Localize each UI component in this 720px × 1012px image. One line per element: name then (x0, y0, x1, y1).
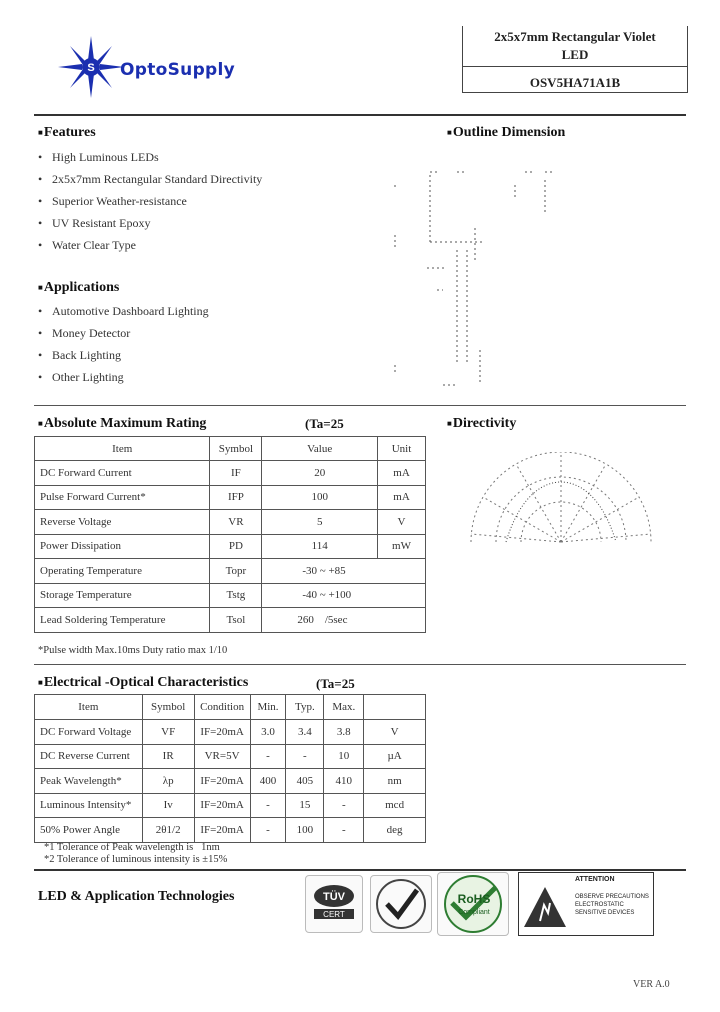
eo-heading: ■Electrical -Optical Characteristics (38, 675, 249, 690)
part-number: OSV5HA71A1B (529, 75, 621, 90)
column-header: Condition (194, 695, 250, 720)
rohs-compliant-icon (438, 873, 508, 935)
rohs-badge (437, 872, 509, 936)
svg-text:TÜV: TÜV (323, 891, 345, 903)
table-row: Luminous Intensity* Iv IF=20mA - 15 - mcd (35, 793, 426, 818)
table-header-row (35, 437, 426, 461)
company-line: LED & Application Technologies (38, 889, 235, 904)
column-header: Item (35, 695, 143, 720)
eo-table (34, 694, 426, 843)
title-box (462, 26, 688, 93)
table-row: DC Forward Voltage VF IF=20mA 3.0 3.4 3.8 V (35, 720, 426, 745)
table-row: Reverse Voltage VR 5 V (35, 510, 426, 535)
tuv-cert-icon (306, 876, 362, 932)
list-item: • 2x5x7mm Rectangular Standard Directivity (38, 172, 263, 186)
table-row: Pulse Forward Current* IFP 100 mA (35, 485, 426, 510)
attention-text: OBSERVE PRECAUTIONS ELECTROSTATIC SENSITIVE DEVICES (575, 894, 649, 916)
svg-text:S: S (87, 62, 95, 74)
brand-name: OptoSupply (120, 60, 236, 80)
column-header (364, 695, 426, 720)
tuv-badge (305, 875, 363, 933)
footer-rule (34, 869, 686, 871)
product-title-line2: LED (561, 47, 589, 62)
column-header: Item (35, 437, 210, 461)
column-header: Unit (378, 437, 426, 461)
table-row: DC Reverse Current IR VR=5V - - 10 µA (35, 744, 426, 769)
column-header: Typ. (286, 695, 324, 720)
product-title: 2x5x7mm Rectangular Violet (494, 29, 656, 44)
list-item: • High Luminous LEDs (38, 150, 159, 164)
list-item: • UV Resistant Epoxy (38, 216, 151, 230)
column-header: Max. (324, 695, 364, 720)
directivity-plot (466, 452, 656, 548)
column-header: Symbol (142, 695, 194, 720)
directivity-heading: ■Directivity (447, 416, 517, 431)
svg-text:RoHS: RoHS (457, 892, 491, 906)
top-rule (34, 114, 686, 116)
checkmark-seal-icon (371, 876, 431, 932)
abs-max-table (34, 436, 426, 633)
section-rule (34, 664, 686, 665)
abs-max-condition: (Ta=25 (305, 416, 344, 431)
outline-heading: ■Outline Dimension (447, 125, 566, 140)
eo-note-1: *1 Tolerance of Peak wavelength is 1nm (44, 842, 220, 853)
features-list (38, 150, 358, 260)
table-row: Storage Temperature Tstg -40 ~ +100 (35, 583, 426, 608)
abs-max-note: *Pulse width Max.10ms Duty ratio max 1/10 (38, 645, 228, 656)
eo-condition: (Ta=25 (316, 676, 355, 691)
outline-drawing (385, 160, 585, 390)
eo-note-2: *2 Tolerance of luminous intensity is ±15% (44, 854, 228, 865)
table-row: DC Forward Current IF 20 mA (35, 461, 426, 486)
abs-max-heading: ■Absolute Maximum Rating (38, 416, 207, 431)
table-row: Lead Soldering Temperature Tsol 260 /5sec (35, 608, 426, 633)
section-rule (34, 405, 686, 406)
column-header: Symbol (210, 437, 262, 461)
quality-badge (370, 875, 432, 933)
esd-attention-label (518, 872, 654, 936)
applications-list (38, 304, 358, 392)
attention-title: ATTENTION (575, 876, 615, 883)
version-label: VER A.0 (633, 979, 670, 990)
svg-text:CERT: CERT (323, 910, 345, 919)
column-header: Value (262, 437, 378, 461)
list-item: • Other Lighting (38, 370, 124, 384)
svg-text:Compliant: Compliant (458, 909, 490, 916)
list-item: • Back Lighting (38, 348, 121, 362)
list-item: • Superior Weather-resistance (38, 194, 187, 208)
list-item: • Automotive Dashboard Lighting (38, 304, 209, 318)
star-logo-icon (58, 36, 128, 98)
table-row: Peak Wavelength* λp IF=20mA 400 405 410 nm (35, 769, 426, 794)
esd-warning-icon (522, 885, 568, 929)
list-item: • Water Clear Type (38, 238, 136, 252)
table-row: Power Dissipation PD 114 mW (35, 534, 426, 559)
features-heading: ■Features (38, 125, 96, 140)
list-item: • Money Detector (38, 326, 131, 340)
applications-heading: ■Applications (38, 280, 120, 295)
table-row: Operating Temperature Topr -30 ~ +85 (35, 559, 426, 584)
table-row: 50% Power Angle 2θ1/2 IF=20mA - 100 - deg (35, 818, 426, 843)
column-header: Min. (250, 695, 286, 720)
table-header-row (35, 695, 426, 720)
